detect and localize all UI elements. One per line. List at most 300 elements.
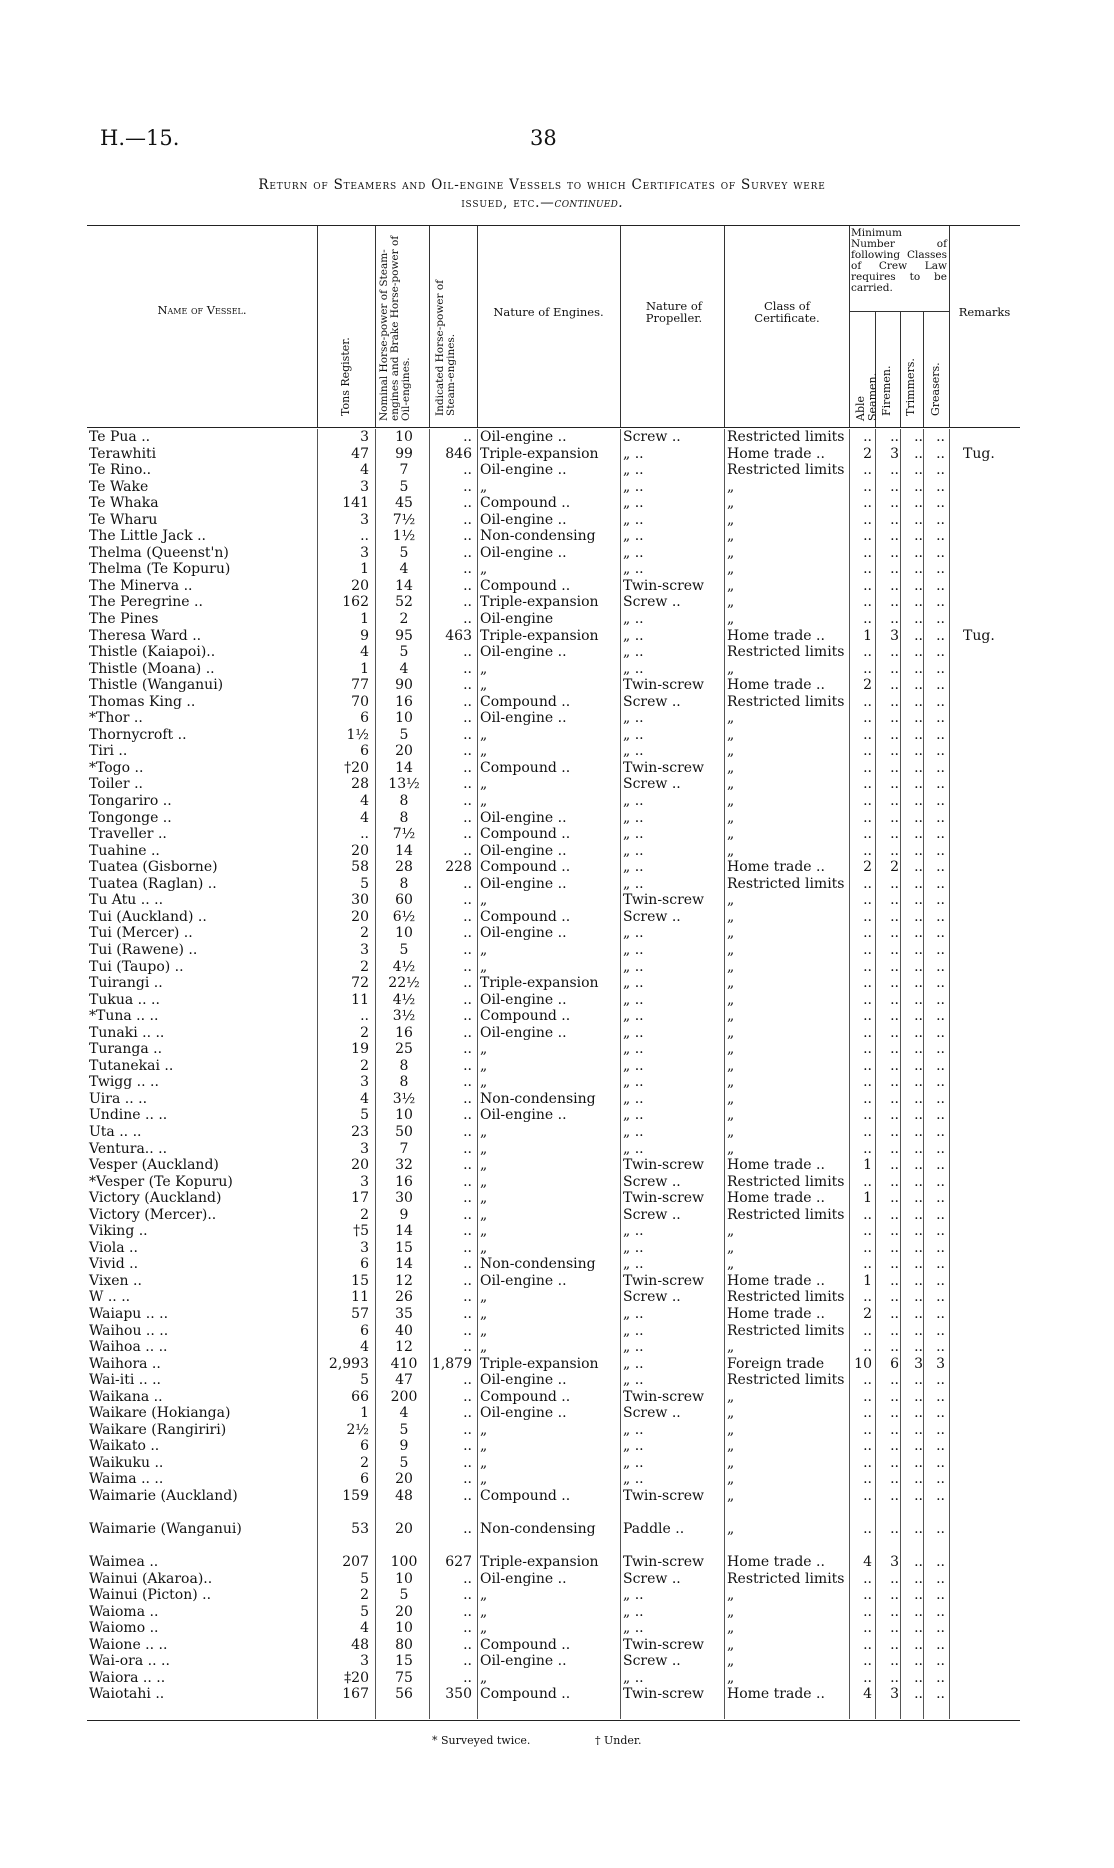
able-seamen-cell: .. [863,528,872,545]
greasers-cell: .. [936,908,945,925]
indicated-horsepower-cell: .. [463,776,472,793]
nominal-horsepower-cell: 5 [399,1454,409,1471]
trimmers-cell: .. [914,1471,923,1488]
nominal-horsepower-cell: 47 [395,1372,413,1389]
table-row [87,710,1020,727]
able-seamen-cell: .. [863,908,872,925]
trimmers-cell: .. [914,627,923,644]
indicated-horsepower-cell: .. [463,1438,472,1455]
class-of-certificate-cell: Home trade .. [727,677,825,694]
nominal-horsepower-cell: 14 [395,1256,413,1273]
trimmers-cell: .. [914,511,923,528]
nominal-horsepower-cell: 22½ [388,975,420,992]
able-seamen-cell: .. [863,1074,872,1091]
tons-register-cell: 4 [360,809,369,826]
indicated-horsepower-cell: .. [463,1322,472,1339]
nominal-horsepower-cell: 14 [395,759,413,776]
indicated-horsepower-cell: .. [463,1107,472,1124]
nature-of-propeller-cell: „ .. [623,941,644,958]
firemen-cell: .. [890,1272,899,1289]
firemen-cell: .. [890,842,899,859]
nominal-horsepower-cell: 5 [399,726,409,743]
greasers-cell: .. [936,1620,945,1637]
trimmers-cell: .. [914,644,923,661]
nature-of-propeller-cell: „ .. [623,1107,644,1124]
indicated-horsepower-cell: .. [463,842,472,859]
table-row [87,1273,1020,1290]
col-trimmers: Trimmers. [904,358,917,416]
tons-register-cell: 57 [351,1305,369,1322]
tons-register-cell: 2 [360,1206,369,1223]
tons-register-cell: 2 [360,925,369,942]
table-row [87,743,1020,760]
able-seamen-cell: 1 [863,1272,872,1289]
table-row [87,727,1020,744]
greasers-cell: .. [936,1405,945,1422]
class-of-certificate-cell: „ [727,892,735,909]
vessel-name-cell: Waiora .. .. [89,1669,166,1686]
firemen-cell: .. [890,991,899,1008]
trimmers-cell: .. [914,826,923,843]
able-seamen-cell: 10 [854,1355,872,1372]
greasers-cell: .. [936,1454,945,1471]
nature-of-propeller-cell: „ .. [623,875,644,892]
able-seamen-cell: .. [863,594,872,611]
indicated-horsepower-cell: .. [463,1620,472,1637]
vessel-table [87,225,1020,1703]
able-seamen-cell: .. [863,1289,872,1306]
vessel-name-cell: Vivid .. [89,1256,139,1273]
page-header [100,126,984,156]
able-seamen-cell: .. [863,495,872,512]
greasers-cell: .. [936,1322,945,1339]
table-row [87,1488,1020,1521]
trimmers-cell: .. [914,842,923,859]
vessel-name-cell: Tutanekai .. [89,1057,174,1074]
vessel-name-cell: Turanga .. [89,1041,163,1058]
greasers-cell: .. [936,1438,945,1455]
indicated-horsepower-cell: .. [463,1305,472,1322]
tons-register-cell: 3 [360,1239,369,1256]
trimmers-cell: .. [914,693,923,710]
tons-register-cell: 70 [351,693,369,710]
class-of-certificate-cell: „ [727,1653,735,1670]
nature-of-engines-cell: „ [480,1305,488,1322]
firemen-cell: .. [890,594,899,611]
class-of-certificate-cell: „ [727,908,735,925]
firemen-cell: .. [890,1454,899,1471]
class-of-certificate-cell: „ [727,561,735,578]
class-of-certificate-cell: „ [727,528,735,545]
firemen-cell: .. [890,1620,899,1637]
vessel-name-cell: Waihou .. .. [89,1322,169,1339]
greasers-cell: .. [936,859,945,876]
nature-of-propeller-cell: „ .. [623,726,644,743]
greasers-cell: .. [936,958,945,975]
nominal-horsepower-cell: 52 [395,594,413,611]
able-seamen-cell: .. [863,1388,872,1405]
firemen-cell: .. [890,726,899,743]
greasers-cell: .. [936,1554,945,1570]
class-of-certificate-cell: „ [727,1074,735,1091]
firemen-cell: .. [890,1190,899,1207]
firemen-cell: .. [890,1421,899,1438]
tons-register-cell: 47 [351,445,369,462]
firemen-cell: 3 [890,1686,899,1703]
nominal-horsepower-cell: 8 [399,793,409,810]
firemen-cell: .. [890,892,899,909]
table-row [87,859,1020,876]
nature-of-propeller-cell: Twin-screw [623,1636,705,1653]
tons-register-cell: 4 [360,1620,369,1637]
firemen-cell: .. [890,495,899,512]
nature-of-propeller-cell: „ .. [623,561,644,578]
indicated-horsepower-cell: .. [463,1074,472,1091]
vessel-name-cell: Tukua .. .. [89,991,160,1008]
trimmers-cell: .. [914,1289,923,1306]
table-row [87,677,1020,694]
table-row [87,495,1020,512]
able-seamen-cell: 1 [863,1157,872,1174]
class-of-certificate-cell: „ [727,793,735,810]
trimmers-cell: .. [914,1074,923,1091]
nominal-horsepower-cell: 80 [395,1636,413,1653]
able-seamen-cell: .. [863,1223,872,1240]
firemen-cell: .. [890,677,899,694]
table-row [87,611,1020,628]
table-row [87,1107,1020,1124]
vessel-name-cell: Wainui (Akaroa).. [89,1570,213,1587]
greasers-cell: .. [936,1041,945,1058]
able-seamen-cell: 2 [863,859,872,876]
nature-of-engines-cell: Oil-engine [480,611,554,628]
firemen-cell: 3 [890,1554,899,1570]
able-seamen-cell: .. [863,462,872,479]
vessel-name-cell: Vesper (Auckland) [89,1157,219,1174]
nature-of-engines-cell: Triple-expansion [480,627,599,644]
nature-of-propeller-cell: „ .. [623,1223,644,1240]
nature-of-engines-cell: Compound .. [480,577,571,594]
able-seamen-cell: .. [863,793,872,810]
table-row [87,528,1020,545]
vessel-name-cell: Tu Atu .. .. [89,892,164,909]
vessel-name-cell: Waikare (Hokianga) [89,1405,231,1422]
title-line-2 [100,194,984,212]
able-seamen-cell: .. [863,842,872,859]
trimmers-cell: .. [914,1421,923,1438]
nature-of-propeller-cell: Screw .. [623,1206,681,1223]
class-of-certificate-cell: „ [727,1421,735,1438]
tons-register-cell: 77 [351,677,369,694]
indicated-horsepower-cell: .. [463,1603,472,1620]
able-seamen-cell: .. [863,1636,872,1653]
table-row [87,776,1020,793]
greasers-cell: .. [936,1488,945,1504]
tons-register-cell: .. [360,826,369,843]
firemen-cell: .. [890,875,899,892]
nominal-horsepower-cell: 410 [390,1355,418,1372]
nature-of-engines-cell: Oil-engine .. [480,544,567,561]
greasers-cell: .. [936,677,945,694]
vessel-name-cell: Twigg .. .. [89,1074,159,1091]
tons-register-cell: 3 [360,941,369,958]
firemen-cell: .. [890,1603,899,1620]
title-line-2-prefix: issued, etc.— [461,195,555,211]
class-of-certificate-cell: „ [727,1488,735,1504]
indicated-horsepower-cell: .. [463,1471,472,1488]
indicated-horsepower-cell: .. [463,958,472,975]
class-of-certificate-cell: „ [727,826,735,843]
tons-register-cell: 20 [351,842,369,859]
table-row [87,760,1020,777]
vessel-name-cell: Wainui (Picton) .. [89,1587,212,1604]
indicated-horsepower-cell: .. [463,644,472,661]
table-row [87,1372,1020,1389]
nature-of-propeller-cell: „ .. [623,1256,644,1273]
nature-of-engines-cell: Oil-engine .. [480,462,567,479]
indicated-horsepower-cell: .. [463,1123,472,1140]
tons-register-cell: 53 [351,1521,369,1537]
trimmers-cell: .. [914,429,923,445]
nominal-horsepower-cell: 7½ [392,511,416,528]
class-of-certificate-cell: „ [727,1239,735,1256]
vessel-name-cell: Thistle (Wanganui) [89,677,224,694]
vessel-name-cell: Te Wharu [89,511,158,528]
nature-of-engines-cell: Triple-expansion [480,1554,599,1570]
tons-register-cell: 23 [351,1123,369,1140]
firemen-cell: .. [890,1372,899,1389]
nature-of-engines-cell: „ [480,1471,488,1488]
firemen-cell: .. [890,1256,899,1273]
nominal-horsepower-cell: 26 [395,1289,413,1306]
nature-of-propeller-cell: „ .. [623,611,644,628]
table-row [87,1554,1020,1571]
able-seamen-cell: .. [863,1322,872,1339]
nature-of-propeller-cell: Screw .. [623,1173,681,1190]
firemen-cell: .. [890,1157,899,1174]
indicated-horsepower-cell: .. [463,511,472,528]
col-nature-of-engines: Nature of Engines. [493,305,604,319]
greasers-cell: .. [936,1388,945,1405]
indicated-horsepower-cell: .. [463,1488,472,1504]
greasers-cell: .. [936,1305,945,1322]
firemen-cell: .. [890,1339,899,1356]
able-seamen-cell: .. [863,1256,872,1273]
tons-register-cell: 72 [351,975,369,992]
greasers-cell: .. [936,1024,945,1041]
tons-register-cell: .. [360,528,369,545]
trimmers-cell: .. [914,941,923,958]
nature-of-propeller-cell: „ .. [623,495,644,512]
able-seamen-cell: .. [863,429,872,445]
tons-register-cell: 3 [360,478,369,495]
nature-of-engines-cell: „ [480,1421,488,1438]
trimmers-cell: .. [914,925,923,942]
class-of-certificate-cell: „ [727,991,735,1008]
firemen-cell: .. [890,1488,899,1504]
vessel-name-cell: Traveller .. [89,826,167,843]
trimmers-cell: .. [914,677,923,694]
able-seamen-cell: .. [863,511,872,528]
firemen-cell: 3 [890,627,899,644]
greasers-cell: .. [936,1223,945,1240]
able-seamen-cell: .. [863,1471,872,1488]
nature-of-engines-cell: Compound .. [480,908,571,925]
indicated-horsepower-cell: .. [463,611,472,628]
vessel-name-cell: Uira .. .. [89,1090,148,1107]
nature-of-propeller-cell: „ .. [623,925,644,942]
indicated-horsepower-cell: .. [463,677,472,694]
nature-of-propeller-cell: „ .. [623,842,644,859]
nature-of-propeller-cell: „ .. [623,660,644,677]
class-of-certificate-cell: „ [727,511,735,528]
nature-of-propeller-cell: Twin-screw [623,677,705,694]
class-of-certificate-cell: „ [727,1107,735,1124]
trimmers-cell: .. [914,1206,923,1223]
indicated-horsepower-cell: .. [463,1041,472,1058]
vessel-name-cell: *Thor .. [89,710,143,727]
able-seamen-cell: .. [863,759,872,776]
trimmers-cell: .. [914,1438,923,1455]
nominal-horsepower-cell: 15 [395,1239,413,1256]
nature-of-engines-cell: „ [480,1190,488,1207]
table-row [87,512,1020,529]
able-seamen-cell: .. [863,726,872,743]
nature-of-engines-cell: „ [480,1206,488,1223]
able-seamen-cell: .. [863,1372,872,1389]
class-of-certificate-cell: „ [727,1090,735,1107]
indicated-horsepower-cell: .. [463,1388,472,1405]
nature-of-propeller-cell: Screw .. [623,1289,681,1306]
indicated-horsepower-cell: .. [463,875,472,892]
nominal-horsepower-cell: 45 [395,495,413,512]
firemen-cell: .. [890,1289,899,1306]
indicated-horsepower-cell: .. [463,577,472,594]
greasers-cell: .. [936,991,945,1008]
nominal-horsepower-cell: 10 [395,1570,413,1587]
indicated-horsepower-cell: .. [463,1272,472,1289]
nominal-horsepower-cell: 25 [395,1041,413,1058]
nature-of-propeller-cell: „ .. [623,1421,644,1438]
nominal-horsepower-cell: 10 [395,710,413,727]
nature-of-propeller-cell: „ .. [623,1090,644,1107]
table-row [87,1356,1020,1373]
class-of-certificate-cell: „ [727,975,735,992]
nominal-horsepower-cell: 60 [395,892,413,909]
able-seamen-cell: .. [863,1405,872,1422]
class-of-certificate-cell: Home trade .. [727,627,825,644]
nature-of-propeller-cell: „ .. [623,793,644,810]
vessel-name-cell: Waikuku .. [89,1454,164,1471]
nature-of-propeller-cell: „ .. [623,1372,644,1389]
vessel-name-cell: Te Whaka [89,495,159,512]
indicated-horsepower-cell: .. [463,1339,472,1356]
greasers-cell: .. [936,1206,945,1223]
nature-of-engines-cell: „ [480,1157,488,1174]
trimmers-cell: .. [914,875,923,892]
class-of-certificate-cell: „ [727,495,735,512]
nature-of-engines-cell: „ [480,1123,488,1140]
nature-of-propeller-cell: Screw .. [623,693,681,710]
nature-of-engines-cell: Oil-engine .. [480,842,567,859]
nature-of-propeller-cell: „ .. [623,644,644,661]
trimmers-cell: .. [914,478,923,495]
trimmers-cell: .. [914,1554,923,1570]
greasers-cell: .. [936,644,945,661]
nominal-horsepower-cell: 10 [395,1620,413,1637]
col-greasers: Greasers. [929,362,942,416]
tons-register-cell: 141 [342,495,369,512]
tons-register-cell: 19 [351,1041,369,1058]
table-row [87,1306,1020,1323]
trimmers-cell: .. [914,1372,923,1389]
nature-of-engines-cell: Compound .. [480,495,571,512]
tons-register-cell: .. [360,1008,369,1025]
table-row [87,1157,1020,1174]
vessel-name-cell: Waiapu .. .. [89,1305,169,1322]
vessel-name-cell: The Minerva .. [89,577,193,594]
indicated-horsepower-cell: .. [463,710,472,727]
tons-register-cell: 2 [360,1057,369,1074]
greasers-cell: .. [936,875,945,892]
table-row [87,1686,1020,1703]
firemen-cell: .. [890,710,899,727]
nominal-horsepower-cell: 95 [395,627,413,644]
indicated-horsepower-cell: .. [463,1173,472,1190]
firemen-cell: .. [890,462,899,479]
tons-register-cell: 5 [360,1372,369,1389]
tons-register-cell: 20 [351,908,369,925]
tons-register-cell: 162 [342,594,369,611]
trimmers-cell: .. [914,975,923,992]
table-row [87,429,1020,446]
nature-of-engines-cell: Oil-engine .. [480,1653,567,1670]
able-seamen-cell: .. [863,1669,872,1686]
trimmers-cell: .. [914,1173,923,1190]
nominal-horsepower-cell: 10 [395,1107,413,1124]
trimmers-cell: .. [914,561,923,578]
col-minimum-crew-group: Minimum Number of following Classes of Crew Law requires to be carried. [851,227,947,294]
vessel-name-cell: Wai-ora .. .. [89,1653,170,1670]
firemen-cell: 6 [890,1355,899,1372]
vessel-name-cell: Tiri .. [89,743,128,760]
trimmers-cell: .. [914,892,923,909]
class-of-certificate-cell: Home trade .. [727,1686,825,1703]
nature-of-engines-cell: Oil-engine .. [480,644,567,661]
nominal-horsepower-cell: 16 [395,1024,413,1041]
nominal-horsepower-cell: 5 [399,1421,409,1438]
tons-register-cell: 20 [351,1157,369,1174]
trimmers-cell: .. [914,908,923,925]
nature-of-engines-cell: Triple-expansion [480,975,599,992]
nature-of-engines-cell: Oil-engine .. [480,1570,567,1587]
nature-of-propeller-cell: „ .. [623,1305,644,1322]
indicated-horsepower-cell: .. [463,478,472,495]
vessel-name-cell: The Pines [89,611,159,628]
nominal-horsepower-cell: 15 [395,1653,413,1670]
indicated-horsepower-cell: .. [463,1223,472,1240]
nature-of-propeller-cell: „ .. [623,958,644,975]
greasers-cell: .. [936,1521,945,1537]
vessel-name-cell: Terawhiti [89,445,157,462]
class-of-certificate-cell: „ [727,1008,735,1025]
greasers-cell: .. [936,1471,945,1488]
firemen-cell: .. [890,759,899,776]
class-of-certificate-cell: „ [727,478,735,495]
firemen-cell: .. [890,1570,899,1587]
nature-of-engines-cell: „ [480,958,488,975]
firemen-cell: .. [890,1008,899,1025]
